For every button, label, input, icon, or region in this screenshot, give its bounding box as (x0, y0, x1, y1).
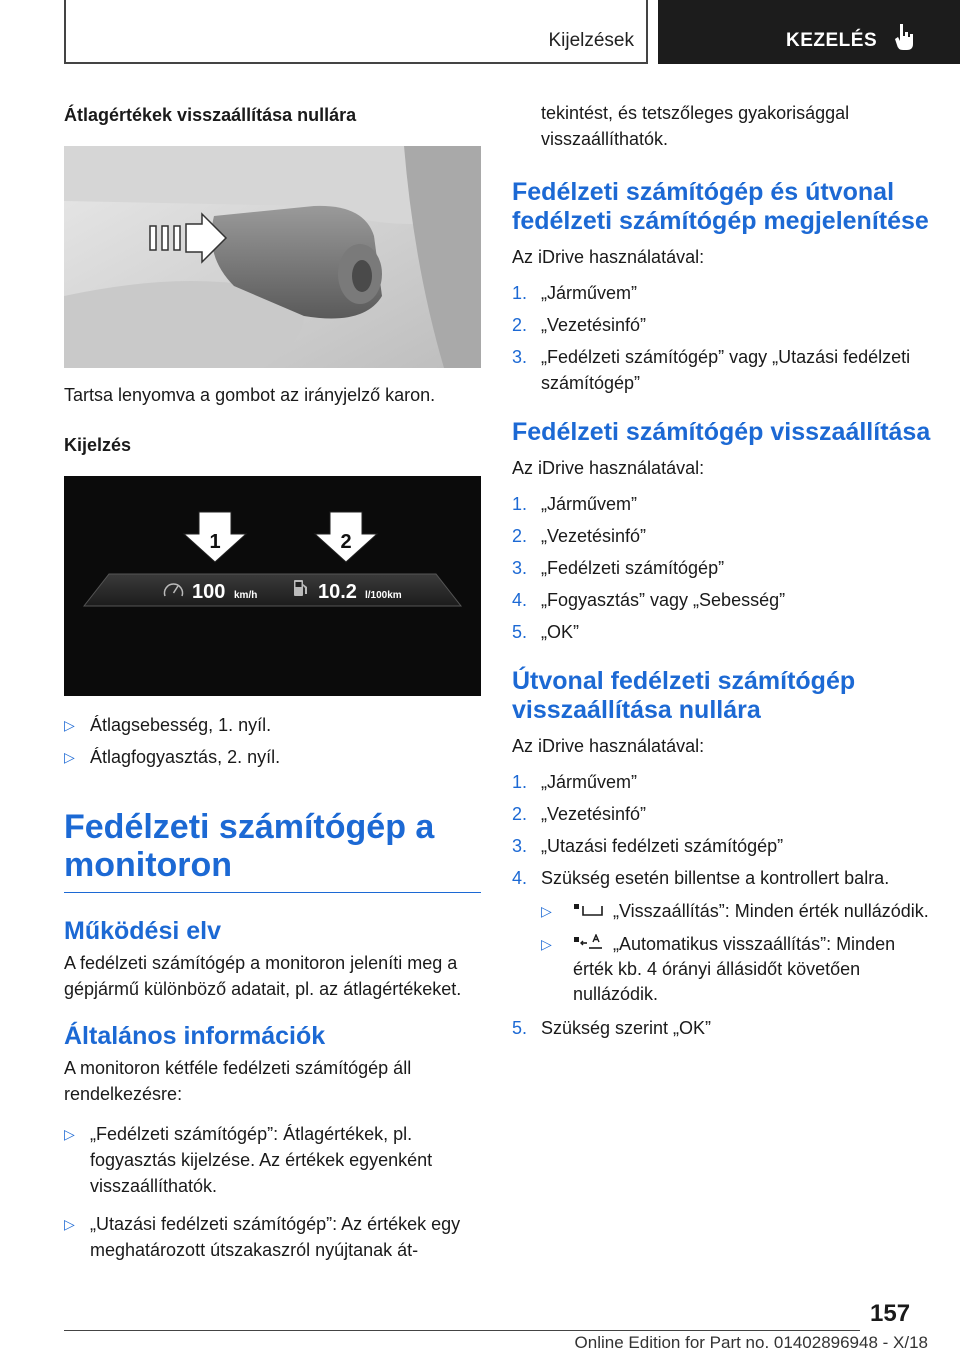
list-item: 1. „Járművem” (512, 772, 638, 792)
display-list (64, 712, 481, 770)
reset-bar-icon (573, 903, 603, 919)
reset-steps (512, 491, 932, 645)
general-text: A monitoron kétféle fedélzeti számítógép áll rendelkezésre: (64, 1058, 412, 1104)
principle-text: A fedélzeti számítógép a monitoron jeleníti meg a gépjármű különböző adatait, pl. az átlagértékeket. (64, 953, 462, 999)
list-item: 3. „Utazási fedélzeti számítógép” (512, 836, 784, 856)
right-column (512, 100, 932, 1047)
general-title: Általános információk (64, 1022, 326, 1050)
speed-unit: km/h (234, 590, 258, 601)
list-item: ▷ „Fedélzeti számítógép”: Átlagértékek, pl. fogyasztás kijelzése. Az értékek egyenként visszaállíthatók. (64, 1121, 481, 1199)
fuel-value: 10.2 (318, 581, 357, 603)
page-number: 157 (870, 1300, 911, 1327)
auto-reset-icon (573, 934, 603, 952)
triangle-bullet-icon: ▷ (541, 936, 552, 952)
show-steps (512, 280, 932, 396)
main-section-title: Fedélzeti számítógép a monitoron (64, 808, 481, 893)
list-item: 5. Szükség szerint „OK” (512, 1018, 712, 1038)
left-column (64, 100, 481, 1269)
reset-averages-heading: Átlagértékek visszaállítása nullára (64, 105, 357, 125)
footer-divider (64, 1330, 860, 1331)
list-item: 5. „OK” (512, 622, 579, 642)
list-item: 4. Szükség esetén billentse a kontrollert balra. ▷ „Visszaállítás”: Minden érték nullázódik. ▷ „Automatikus visszaállítás”: Minden érték kb. 4 órányi állásidőt követően nullázódik. (512, 865, 932, 1007)
triangle-bullet-icon: ▷ (541, 903, 552, 919)
show-title: Fedélzeti számítógép és útvonal fedélzeti számítógép megjelenítése (512, 178, 929, 235)
list-item: 1. „Járművem” (512, 494, 638, 514)
list-item: ▷ Átlagfogyasztás, 2. nyíl. (64, 744, 481, 770)
list-item: 2. „Vezetésinfó” (512, 315, 647, 335)
header-section-box (64, 0, 648, 64)
hand-pointer-icon (894, 22, 916, 52)
show-intro: Az iDrive használatával: (512, 247, 705, 267)
arrow-2-label: 2 (340, 531, 352, 553)
list-item: ▷ „Utazási fedélzeti számítógép”: Az értékek egy meghatározott útszakaszról nyújtanak át- (64, 1211, 481, 1263)
trip-reset-title: Útvonal fedélzeti számítógép visszaállítása nullára (512, 667, 856, 724)
fuel-unit: l/100km (365, 590, 402, 601)
list-item: 2. „Vezetésinfó” (512, 526, 647, 546)
list-item: 3. „Fedélzeti számítógép” vagy „Utazási fedélzeti számítógép” (512, 347, 911, 393)
header-chapter-box (658, 0, 960, 64)
continuation-text: tekintést, és tetszőleges gyakorisággal visszaállíthatók. (541, 103, 850, 149)
trip-sub-list (541, 899, 932, 1007)
speed-value: 100 (192, 581, 226, 603)
reset-title: Fedélzeti számítógép visszaállítása (512, 418, 931, 446)
trip-steps (512, 769, 932, 1041)
list-item: 4. „Fogyasztás” vagy „Sebesség” (512, 590, 786, 610)
list-item: 2. „Vezetésinfó” (512, 804, 647, 824)
list-item: 1. „Járművem” (512, 283, 638, 303)
list-item: ▷ „Automatikus visszaállítás”: Minden érték kb. 4 órányi állásidőt követően nullázódik. (541, 934, 896, 1004)
list-item: ▷ „Visszaállítás”: Minden érték nullázódik. (541, 899, 932, 924)
arrow-1-label: 1 (209, 531, 221, 553)
triangle-bullet-icon: ▷ (64, 749, 75, 765)
triangle-bullet-icon: ▷ (64, 1216, 75, 1232)
trip-intro: Az iDrive használatával: (512, 736, 705, 756)
list-item: ▷ Átlagsebesség, 1. nyíl. (64, 712, 481, 738)
triangle-bullet-icon: ▷ (64, 717, 75, 733)
edition-note: Online Edition for Part no. 01402896948 - X/18 (574, 1333, 928, 1352)
triangle-bullet-icon: ▷ (64, 1126, 75, 1142)
chapter-title: KEZELÉS (786, 30, 878, 51)
section-title: Kijelzések (548, 30, 634, 51)
cluster-display-illustration (64, 476, 481, 696)
principle-title: Működési elv (64, 917, 221, 945)
general-list (64, 1121, 481, 1263)
lever-illustration (64, 146, 481, 368)
display-heading: Kijelzés (64, 435, 132, 455)
reset-intro: Az iDrive használatával: (512, 458, 705, 478)
list-item: 3. „Fedélzeti számítógép” (512, 558, 725, 578)
reset-caption: Tartsa lenyomva a gombot az irányjelző karon. (64, 385, 436, 405)
